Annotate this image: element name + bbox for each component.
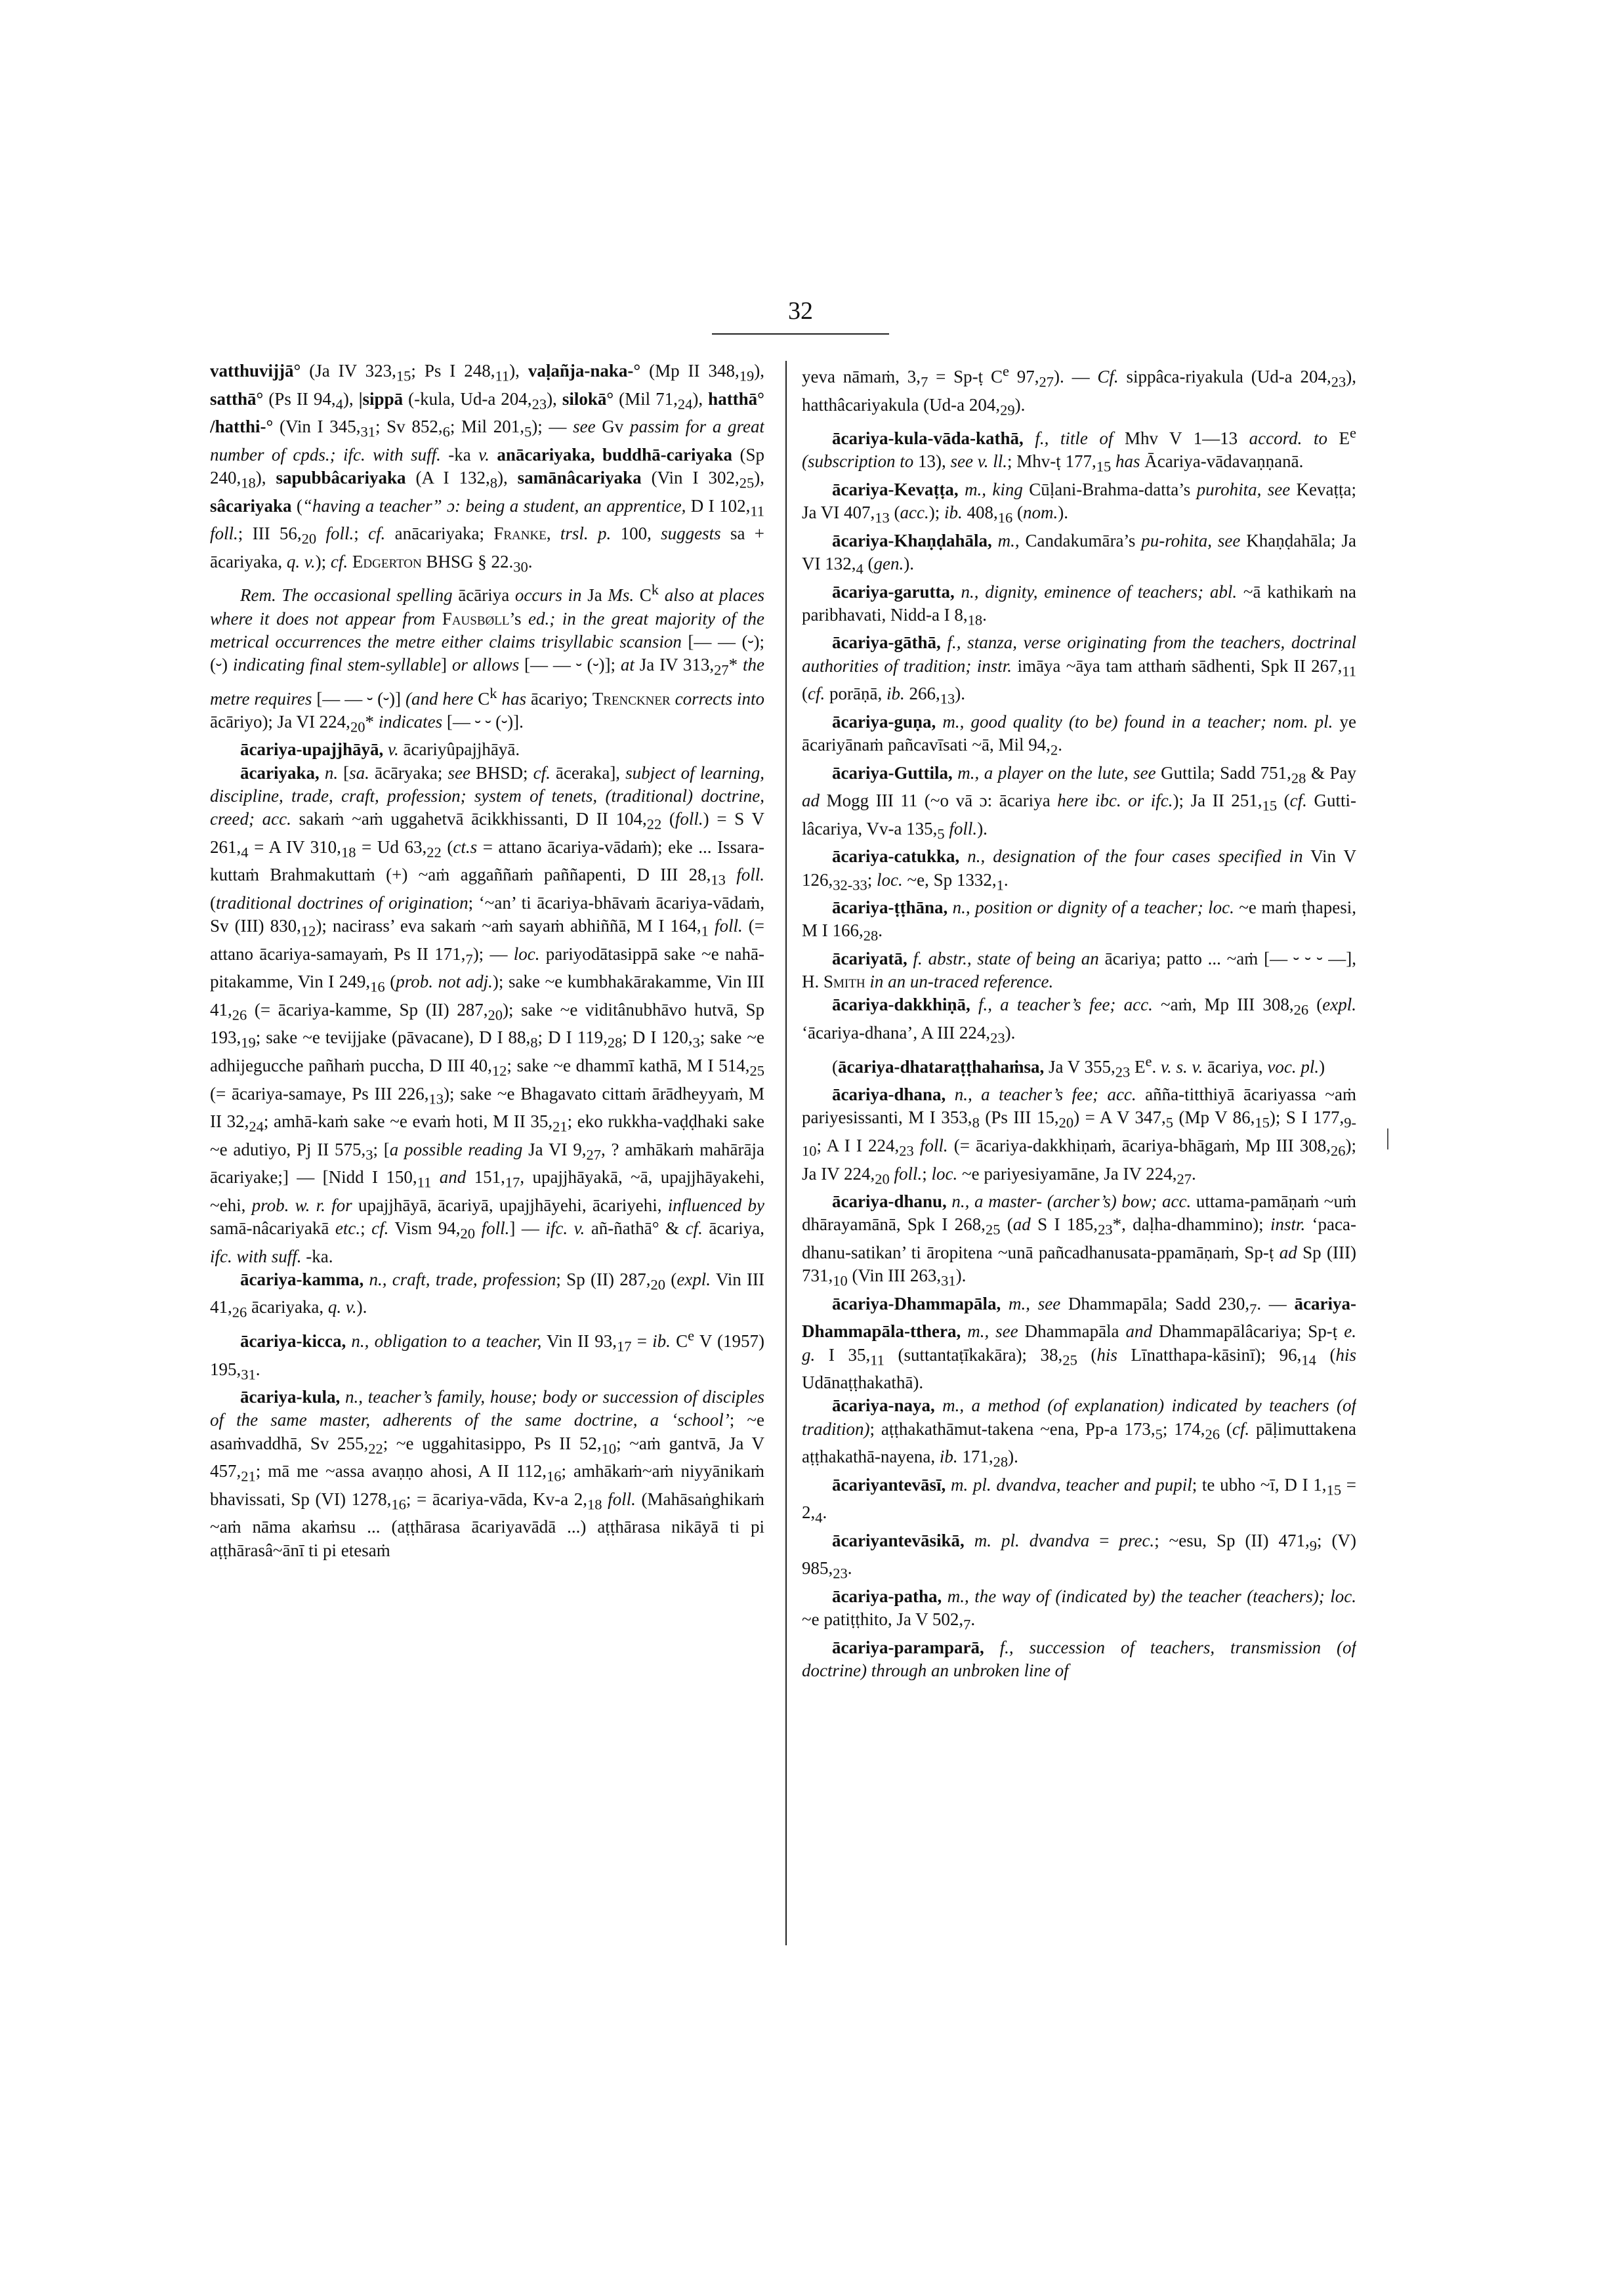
continued-text: vatthuvijjā° (Ja IV $323,_{15}$; Ps I $248,_{11}$), vaḷañja-naka-° (Mp II $348,_{19}$), satthā° (Ps II $94,_4$), |sippā (-kula, Ud-a $204,_{23}$), silokā° (Mil $71,_{24}$), hatthā° /hatthi-° (Vin I $345,_{31}$; Sv $852,_6$; Mil $201,_5$); — see Gv passim for a great number of cpds.; ifc. with suff. -ka v. anācariyaka, buddhā-cariyaka (Sp $240,_{18}$), sapubbâcariyaka (A I $132,_8$), samānâcariyaka (Vin I $302,_{25}$), sâcariyaka (“having a teacher” ɔ: being a student, an apprentice, D I $102,_{11}$ foll.; III $56,_{20}$ foll.; cf. anācariyaka; Franke, trsl. p. 100, suggests sa + ācariyaka, q. v.); cf. Edgerton BHSG § $22._{30}$. [210,361,764,575]
page-number: 32 [788,297,813,325]
dictionary-entry: ācariya-Kevaṭṭa, m., king Cūḷani-Brahma-datta’s purohita, see Kevaṭṭa; Ja VI $407,_{13}$ (acc.); ib. $408,_{16}$ (nom.). [802,479,1356,526]
dictionary-entry: ācariya-Guttila, m., a player on the lute, see Guttila; Sadd $751,_{28}$ & Pay ad Mogg III 11 (~o vā ɔ: ācariya here ibc. or ifc.); Ja II $251,_{15}$ (cf. Gutti-lâcariya, Vv-a $135,_5$ foll.). [802,762,1356,842]
dictionary-entry: ācariyaka, n. [sa. ācāryaka; see BHSD; cf. āceraka], subject of learning, discipline, trade, craft, profession; system of tenets, (traditional) doctrine, creed; acc. sakaṁ ~aṁ uggahetvā ācikkhissanti, D II $104,_{22}$ (foll.) = S V $261,_4 = A$ IV $310,_{18} = Ud$ $63,_{22}$ (ct.s = attano ācariya-vādaṁ); eke ... Issara-kuttaṁ Brahmakuttaṁ (+) ~aṁ aggaññaṁ paññapenti, D III $28,_{13}$ foll. (traditional doctrines of origination; ‘~an’ ti ācariya-bhāvaṁ ācariya-vādaṁ, Sv (III) $830,_{12}$); nacirass’ eva sakaṁ ~aṁ sayaṁ abhiññā, M I $164,_1$ foll. (= attano ācariya-samayaṁ, Ps II $171,_7$); — loc. pariyodātasippā sake ~e nahā-pitakamme, Vin I $249,_{16}$ (prob. not adj.); sake ~e kumbhakārakamme, Vin III $41,_{26}$ (= ācariya-kamme, Sp (II) $287,_{20}$); sake ~e viditânubhāvo hutvā, Sp $193,_{19}$; sake ~e tevijjake (pāvacane), D I $88,_8$; D I $119,_{28}$; D I $120,_3$; sake ~e adhijegucche pañhaṁ puccha, D III $40,_{12}$; sake ~e dhammī kathā, M I $514,_{25}$ (= ācariya-samaye, Ps III $226,_{13}$); sake ~e Bhagavato cittaṁ ārādheyyaṁ, M II $32,_{24}$; amhā-kaṁ sake ~e evaṁ hoti, M II $35,_{21}$; eko rukkha-vaḍḍhaki sake ~e adutiyo, Pj II $575,_3$; [a possible reading Ja VI $9,_{27}$, ? amhākaṁ mahārāja ācariyake;] — [Nidd I $150,_{11}$ and $151,_{17}$, upajjhāyakā, ~ā, upajjhāyakehi, ~ehi, prob. w. r. for upajjhāyā, ācariyā, upajjhāyehi, ācariyehi, influenced by samā-nâcariyakā etc.; cf. Vism $94,_{20}$ foll.] — ifc. v. añ-ñathā° & cf. ācariya, ifc. with suff. -ka. [210,762,764,1266]
dictionary-entry: ācariya-kamma, n., craft, trade, profession; Sp (II) $287,_{20}$ (expl. Vin III $41,_{26}$ ācariyaka, q. v.). [210,1269,764,1321]
continued-text: yeva nāmaṁ, $3,_7$ = Sp-ṭ Ce $97,_{27}$). — Cf. sippâca-riyakula (Ud-a $204,_{23}$), hatthâcariyakula (Ud-a $204,_{29}$). [802,363,1356,418]
dictionary-entry: ācariya-gāthā, f., stanza, verse originating from the teachers, doctrinal authorities of tradition; instr. imāya ~āya tam atthaṁ sādhenti, Spk II $267,_{11}$ (cf. porāṇā, ib. $266,_{13}$). [802,632,1356,707]
dictionary-entry: ācariya-guṇa, m., good quality (to be) found in a teacher; nom. pl. ye ācariyānaṁ pañcavīsati ~ā, Mil $94,_2$. [802,711,1356,758]
dictionary-entry: ācariya-paramparā, f., succession of teachers, transmission (of doctrine) through an unbroken line of [802,1637,1356,1681]
dictionary-entry: ācariya-Dhammapāla, m., see Dhammapāla; Sadd $230,_7$. — ācariya-Dhammapāla-tthera, m., see Dhammapāla and Dhammapālâcariya; Sp-ṭ e. g. I $35,_{11}$ (suttantaṭīkakāra); $38,_{25}$ (his Līnatthapa-kāsinī); $96,_{14}$ (his Udānaṭṭhakathā). [802,1293,1356,1393]
dictionary-entry: ācariya-kula-vāda-kathā, f., title of Mhv V 1—13 accord. to $E^e$ (subscription to 13), see v. ll.; Mhv-ṭ $177,_{15}$ has Ācariya-vādavaṇṇanā. [802,424,1356,475]
margin-mark [1387,1128,1388,1149]
dictionary-entry: ācariya-Khaṇḍahāla, m., Candakumāra’s pu-rohita, see Khaṇḍahāla; Ja VI $132,_4$ (gen.). [802,530,1356,577]
dictionary-entry: ācariya-dakkhiṇā, f., a teacher’s fee; acc. ~aṁ, Mp III $308,_{26}$ (expl. ‘ācariya-dhana’, A III $224,_{23}$). [802,995,1356,1046]
dictionary-entry: Rem. The occasional spelling ācāriya occurs in Ja Ms. $C^k$ also at places where it does not appear from Fausbøll’s ed.; in the great majority of the metrical occurrences the metre either claims trisyllabic scansion [— — (⏑); (⏑) indicating final stem-syllable] or allows [— — ⏑ (⏑)]; at Ja IV $313,_{27}*$ the metre requires [— — ⏑ (⏑)] (and here $C^k$ has ācariyo; Trenckner corrects into ācāriyo); Ja VI $224,_{20}*$ indicates [— ⏑ ⏑ (⏑)]. [210,581,764,735]
dictionary-entry: ācariya-garutta, n., dignity, eminence of teachers; abl. ~ā kathikaṁ na paribhavati, Nidd-a I $8,_{18}$. [802,581,1356,629]
left-column [210,360,764,1967]
dictionary-entry: ācariya-kula, n., teacher’s family, house; body or succession of disciples of the same master, adherents of the same doctrine, a ‘school’; ~e asaṁvaddhā, Sv $255,_{22}$; ~e uggahitasippo, Ps II $52,_{10}$; ~aṁ gantvā, Ja V $457,_{21}$; mā me ~assa avaṇṇo ahosi, A II $112,_{16}$; amhākaṁ~aṁ niyyānikaṁ bhavissati, Sp (VI) $1278,_{16}$; = ācariya-vāda, Kv-a $2,_{18}$ foll. (Mahāsaṅghikaṁ ~aṁ nāma akaṁsu ... (aṭṭhārasa ācariyavādā ...) aṭṭhārasa nikāyā ti pi aṭṭhārasâ~ānī ti pi etesaṁ [210,1387,764,1560]
dictionary-entry: ācariya-kicca, n., obligation to a teacher, Vin II $93,_{17}$ = ib. Ce V (1957) $195,_{31}$. [210,1327,764,1383]
dictionary-entry: ācariya-naya, m., a method (of explanation) indicated by teachers (of tradition); aṭṭhakathāmut-takena ~ena, Pp-a $173,_5$; $174,_{26}$ (cf. pāḷimuttakena aṭṭhakathā-nayena, ib. $171,_{28}$). [802,1396,1356,1470]
page-number-rule [712,333,889,335]
dictionary-entry: ācariya-upajjhāyā, v. ācariyûpajjhāyā. [240,739,520,760]
dictionary-entry: ācariyantevāsī, m. pl. dvandva, teacher and pupil; te ubho ~ī, D I $1,_{15} = 2,_4$. [802,1474,1356,1526]
right-column [802,360,1356,1967]
column-divider [785,361,787,1945]
dictionary-entry: ācariya-patha, m., the way of (indicated by) the teacher (teachers); loc. ~e patiṭṭhito, Ja V $502,_7$. [802,1586,1356,1633]
dictionary-entry: ācariya-dhanu, n., a master- (archer’s) bow; acc. uttama-pamāṇaṁ ~uṁ dhārayamānā, Spk I $268,_{25}$ (ad S I $185,_{23}*$, daḷha-dhammino); instr. ‘paca-dhanu-satikan’ ti āropitena ~unā pañcadhanusata-ppamāṇaṁ, Sp-ṭ ad Sp (III) $731,_{10}$ (Vin III $263,_{31}$). [802,1191,1356,1289]
dictionary-entry: ācariya-dhana, n., a teacher’s fee; acc. añña-titthiyā ācariyassa ~aṁ pariyesissanti, M I $353,_8$ (Ps III $15,_{20}) = A$ V $347,_5$ (Mp V $86,_{15}$); S I $177,_{9-10}$; A I I $224,_{23}$ foll. (= ācariya-dakkhiṇaṁ, ācariya-bhāgaṁ, Mp III $308,_{26}$); Ja IV $224,_{20}$ foll.; loc. ~e pariyesiyamāne, Ja IV $224,_{27}$. [802,1085,1356,1187]
dictionary-entry: ācariyantevāsikā, m. pl. dvandva = prec.; ~esu, Sp (II) $471,_9$; (V) $985,_{23}$. [802,1530,1356,1582]
dictionary-entry: ācariyatā, f. abstr., state of being an ācariya; patto ... ~aṁ [— ⏑ ⏑ ⏑ —], H. Smith in an un-traced reference. [802,948,1356,992]
dictionary-entry: ācariya-catukka, n., designation of the four cases specified in Vin V $126,_{32-33}$; loc. ~e, Sp $1332,_1$. [802,846,1356,893]
dictionary-entry: (ācariya-dhataraṭṭhahaṁsa, Ja V $355,_{23}$ $E^e$. v. s. v. ācariya, voc. pl.) [832,1052,1325,1080]
dictionary-entry: ācariya-ṭṭhāna, n., position or dignity of a teacher; loc. ~e maṁ ṭhapesi, M I $166,_{28}$. [802,898,1356,944]
